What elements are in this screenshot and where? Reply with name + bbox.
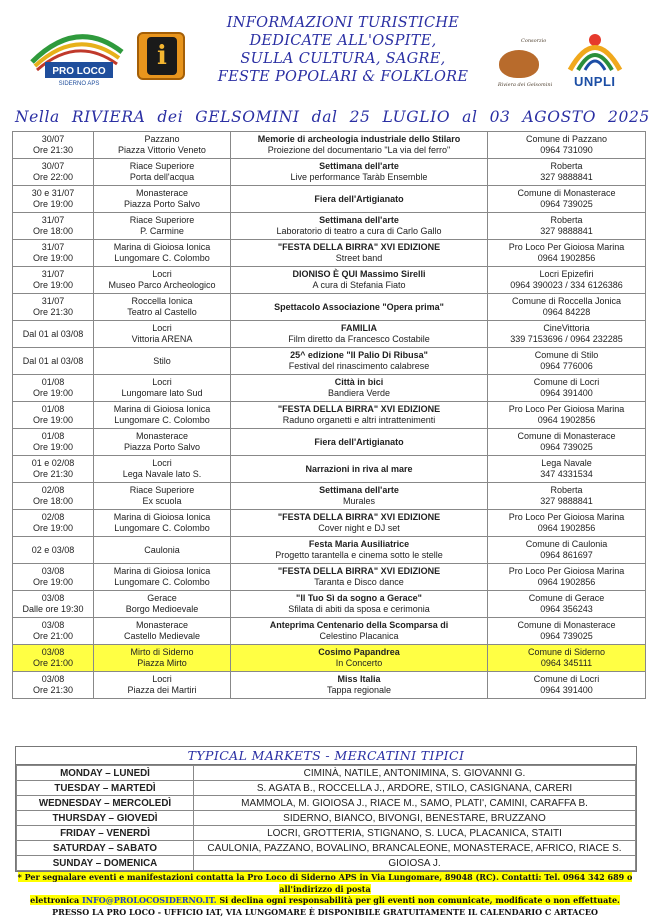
event-place: Riace Superiore Ex scuola — [94, 483, 231, 510]
event-title: "FESTA DELLA BIRRA" XVI EDIZIONE Street band — [231, 240, 488, 267]
header — [15, 10, 635, 102]
market-row — [17, 811, 636, 826]
event-place: Pazzano Piazza Vittorio Veneto — [94, 132, 231, 159]
title-line: FESTE POPOLARI & FOLKLORE — [217, 69, 469, 85]
event-row — [13, 375, 646, 402]
event-date: 03/08 Dalle ore 19:30 — [13, 591, 94, 618]
page-title — [205, 14, 481, 86]
market-row — [17, 796, 636, 811]
event-title: Città in bici Bandiera Verde — [231, 375, 488, 402]
title-line: DEDICATE ALL'OSPITE, — [249, 33, 437, 49]
event-contact: Comune di Caulonia 0964 861697 — [488, 537, 646, 564]
event-date: 01/08 Ore 19:00 — [13, 375, 94, 402]
event-title: Fiera dell'Artigianato — [231, 186, 488, 213]
event-contact: Comune di Locri 0964 391400 — [488, 375, 646, 402]
event-date: 02/08 Ore 19:00 — [13, 510, 94, 537]
event-title: Settimana dell'arte Murales — [231, 483, 488, 510]
event-date: 30 e 31/07 Ore 19:00 — [13, 186, 94, 213]
event-row — [13, 564, 646, 591]
event-date: 02 e 03/08 — [13, 537, 94, 564]
market-day: THURSDAY – GIOVEDÌ — [17, 811, 194, 826]
footer-line-2-post: Si declina ogni responsabilità per gli eventi non comunicate, modificate o non effettuate. — [219, 895, 620, 905]
event-title: Memorie di archeologia industriale dello Stilaro Proiezione del documentario "La via del ferro" — [231, 132, 488, 159]
event-contact: Roberta 327 9888841 — [488, 213, 646, 240]
event-row — [13, 645, 646, 672]
event-place: Riace Superiore P. Carmine — [94, 213, 231, 240]
market-places: CIMINÀ, NATILE, ANTONIMINA, S. GIOVANNI G. — [194, 766, 636, 781]
market-day: FRIDAY – VENERDÌ — [17, 826, 194, 841]
footer-note — [15, 872, 635, 917]
market-row — [17, 826, 636, 841]
event-row — [13, 483, 646, 510]
event-date: 02/08 Ore 18:00 — [13, 483, 94, 510]
event-title: "Il Tuo Sì da sogno a Gerace" Sfilata di abiti da sposa e cerimonia — [231, 591, 488, 618]
event-contact: Pro Loco Per Gioiosa Marina 0964 1902856 — [488, 402, 646, 429]
event-row — [13, 618, 646, 645]
event-date: 30/07 Ore 21:30 — [13, 132, 94, 159]
market-day: TUESDAY – MARTEDÌ — [17, 781, 194, 796]
event-row — [13, 132, 646, 159]
title-line: INFORMAZIONI TURISTICHE — [226, 15, 460, 31]
event-date: 31/07 Ore 19:00 — [13, 267, 94, 294]
event-title: Cosimo Papandrea In Concerto — [231, 645, 488, 672]
market-row — [17, 766, 636, 781]
event-row — [13, 402, 646, 429]
period-banner: Nella RIVIERA dei GELSOMINI dal 25 LUGLIO al 03 AGOSTO 2025 — [15, 108, 650, 126]
market-row — [17, 781, 636, 796]
event-title: Festa Maria Ausiliatrice Progetto tarantella e cinema sotto le stelle — [231, 537, 488, 564]
event-row — [13, 267, 646, 294]
event-row — [13, 672, 646, 699]
event-contact: Pro Loco Per Gioiosa Marina 0964 1902856 — [488, 510, 646, 537]
unpli-logo-text: UNPLI — [574, 74, 616, 89]
event-place: Monasterace Castello Medievale — [94, 618, 231, 645]
iat-logo — [137, 32, 185, 80]
event-row — [13, 591, 646, 618]
event-contact: Roberta 327 9888841 — [488, 483, 646, 510]
event-date: 31/07 Ore 21:30 — [13, 294, 94, 321]
event-date: 03/08 Ore 21:00 — [13, 618, 94, 645]
unpli-figure-icon — [560, 30, 630, 76]
event-contact: Locri Epizefiri 0964 390023 / 334 6126386 — [488, 267, 646, 294]
consorzio-logo-bottom: Riviera dei Gelsomini — [497, 82, 553, 88]
event-date: 31/07 Ore 18:00 — [13, 213, 94, 240]
event-contact: Comune di Monasterace 0964 739025 — [488, 186, 646, 213]
event-row — [13, 348, 646, 375]
event-date: Dal 01 al 03/08 — [13, 348, 94, 375]
consorzio-logo-top: Consorzio — [521, 38, 547, 44]
event-title: DIONISO È QUI Massimo Sirelli A cura di Stefania Fiato — [231, 267, 488, 294]
event-place: Locri Museo Parco Archeologico — [94, 267, 231, 294]
footer-line-3: PRESSO LA PRO LOCO - UFFICIO IAT, VIA LUNGOMARE È DISPONIBILE GRATUITAMENTE IL CALENDARIO C ARTACEO — [52, 906, 598, 917]
footer-line-1: * Per segnalare eventi e manifestazioni contatta la Pro Loco di Siderno APS in Via Lungomare, 89048 (RC). Contatti: Tel. 0964 342 689 o all'indirizzo di posta — [17, 872, 633, 894]
event-place: Monasterace Piazza Porto Salvo — [94, 186, 231, 213]
market-places: CAULONIA, PAZZANO, BOVALINO, BRANCALEONE, MONASTERACE, AFRICO, RIACE S. — [194, 841, 636, 856]
event-row — [13, 429, 646, 456]
event-place: Locri Lega Navale lato S. — [94, 456, 231, 483]
footer-email-link[interactable]: INFO@PROLOCOSIDERNO.IT. — [82, 895, 217, 905]
market-day: MONDAY – LUNEDÌ — [17, 766, 194, 781]
event-title: 25^ edizione "Il Palio Di Ribusa" Festival del rinascimento calabrese — [231, 348, 488, 375]
event-title: "FESTA DELLA BIRRA" XVI EDIZIONE Cover night e DJ set — [231, 510, 488, 537]
event-title: FAMILIA Film diretto da Francesco Costabile — [231, 321, 488, 348]
proloco-logo-sub: SIDERNO APS — [58, 81, 100, 87]
event-title: "FESTA DELLA BIRRA" XVI EDIZIONE Taranta e Disco dance — [231, 564, 488, 591]
event-contact: Roberta 327 9888841 — [488, 159, 646, 186]
event-place: Locri Lungomare lato Sud — [94, 375, 231, 402]
event-title: Narrazioni in riva al mare — [231, 456, 488, 483]
event-row — [13, 321, 646, 348]
market-day: WEDNESDAY – MERCOLEDÌ — [17, 796, 194, 811]
event-date: 30/07 Ore 22:00 — [13, 159, 94, 186]
market-day: SATURDAY – SABATO — [17, 841, 194, 856]
event-date: 31/07 Ore 19:00 — [13, 240, 94, 267]
market-row — [17, 856, 636, 871]
consorzio-logo — [495, 30, 553, 90]
event-date: 01/08 Ore 19:00 — [13, 429, 94, 456]
event-row — [13, 213, 646, 240]
proloco-logo — [27, 22, 127, 88]
event-contact: Pro Loco Per Gioiosa Marina 0964 1902856 — [488, 564, 646, 591]
event-place: Caulonia — [94, 537, 231, 564]
event-row — [13, 186, 646, 213]
event-place: Marina di Gioiosa Ionica Lungomare C. Colombo — [94, 402, 231, 429]
markets-title: TYPICAL MARKETS - MERCATINI TIPICI — [16, 747, 636, 765]
event-date: 01/08 Ore 19:00 — [13, 402, 94, 429]
event-place: Marina di Gioiosa Ionica Lungomare C. Colombo — [94, 240, 231, 267]
market-places: LOCRI, GROTTERIA, STIGNANO, S. LUCA, PLACANICA, STAITI — [194, 826, 636, 841]
markets-table — [16, 765, 636, 871]
event-row — [13, 294, 646, 321]
event-title: Anteprima Centenario della Scomparsa di Celestino Placanica — [231, 618, 488, 645]
market-places: SIDERNO, BIANCO, BIVONGI, BENESTARE, BRUZZANO — [194, 811, 636, 826]
event-contact: Comune di Roccella Jonica 0964 84228 — [488, 294, 646, 321]
event-contact: CineVittoria 339 7153696 / 0964 232285 — [488, 321, 646, 348]
event-contact: Comune di Siderno 0964 345111 — [488, 645, 646, 672]
event-date: 03/08 Ore 21:30 — [13, 672, 94, 699]
proloco-logo-text: PRO LOCO — [52, 66, 106, 77]
event-title: Miss Italia Tappa regionale — [231, 672, 488, 699]
market-places: S. AGATA B., ROCCELLA J., ARDORE, STILO, CASIGNANA, CARERI — [194, 781, 636, 796]
event-place: Roccella Ionica Teatro al Castello — [94, 294, 231, 321]
event-place: Marina di Gioiosa Ionica Lungomare C. Colombo — [94, 564, 231, 591]
event-date: 01 e 02/08 Ore 21:30 — [13, 456, 94, 483]
event-place: Monasterace Piazza Porto Salvo — [94, 429, 231, 456]
footer-line-2-pre: elettronica — [30, 895, 80, 905]
title-line: SULLA CULTURA, SAGRE, — [240, 51, 446, 67]
event-contact: Pro Loco Per Gioiosa Marina 0964 1902856 — [488, 240, 646, 267]
events-table — [12, 131, 646, 699]
iat-logo-letter: i — [157, 41, 167, 71]
market-day: SUNDAY – DOMENICA — [17, 856, 194, 871]
event-place: Gerace Borgo Medioevale — [94, 591, 231, 618]
event-place: Stilo — [94, 348, 231, 375]
market-row — [17, 841, 636, 856]
event-row — [13, 456, 646, 483]
event-title: Fiera dell'Artigianato — [231, 429, 488, 456]
market-places: GIOIOSA J. — [194, 856, 636, 871]
event-contact: Comune di Pazzano 0964 731090 — [488, 132, 646, 159]
event-contact: Comune di Gerace 0964 356243 — [488, 591, 646, 618]
event-contact: Comune di Monasterace 0964 739025 — [488, 429, 646, 456]
market-places: MAMMOLA, M. GIOIOSA J., RIACE M., SAMO, PLATI', CAMINI, CARAFFA B. — [194, 796, 636, 811]
event-title: Settimana dell'arte Live performance Taràb Ensemble — [231, 159, 488, 186]
event-row — [13, 240, 646, 267]
event-title: Settimana dell'arte Laboratorio di teatro a cura di Carlo Gallo — [231, 213, 488, 240]
event-row — [13, 510, 646, 537]
event-contact: Comune di Stilo 0964 776006 — [488, 348, 646, 375]
event-title: Spettacolo Associazione "Opera prima" — [231, 294, 488, 321]
event-place: Marina di Gioiosa Ionica Lungomare C. Colombo — [94, 510, 231, 537]
event-date: 03/08 Ore 19:00 — [13, 564, 94, 591]
event-date: Dal 01 al 03/08 — [13, 321, 94, 348]
markets-box — [15, 746, 637, 872]
event-date: 03/08 Ore 21:00 — [13, 645, 94, 672]
event-row — [13, 159, 646, 186]
event-title: "FESTA DELLA BIRRA" XVI EDIZIONE Raduno organetti e altri intrattenimenti — [231, 402, 488, 429]
event-place: Locri Vittoria ARENA — [94, 321, 231, 348]
bread-icon — [499, 50, 539, 78]
event-contact: Comune di Locri 0964 391400 — [488, 672, 646, 699]
event-place: Riace Superiore Porta dell'acqua — [94, 159, 231, 186]
event-row — [13, 537, 646, 564]
event-contact: Lega Navale 347 4331534 — [488, 456, 646, 483]
event-place: Locri Piazza dei Martiri — [94, 672, 231, 699]
unpli-logo — [560, 30, 630, 90]
event-contact: Comune di Monasterace 0964 739025 — [488, 618, 646, 645]
event-place: Mirto di Siderno Piazza Mirto — [94, 645, 231, 672]
